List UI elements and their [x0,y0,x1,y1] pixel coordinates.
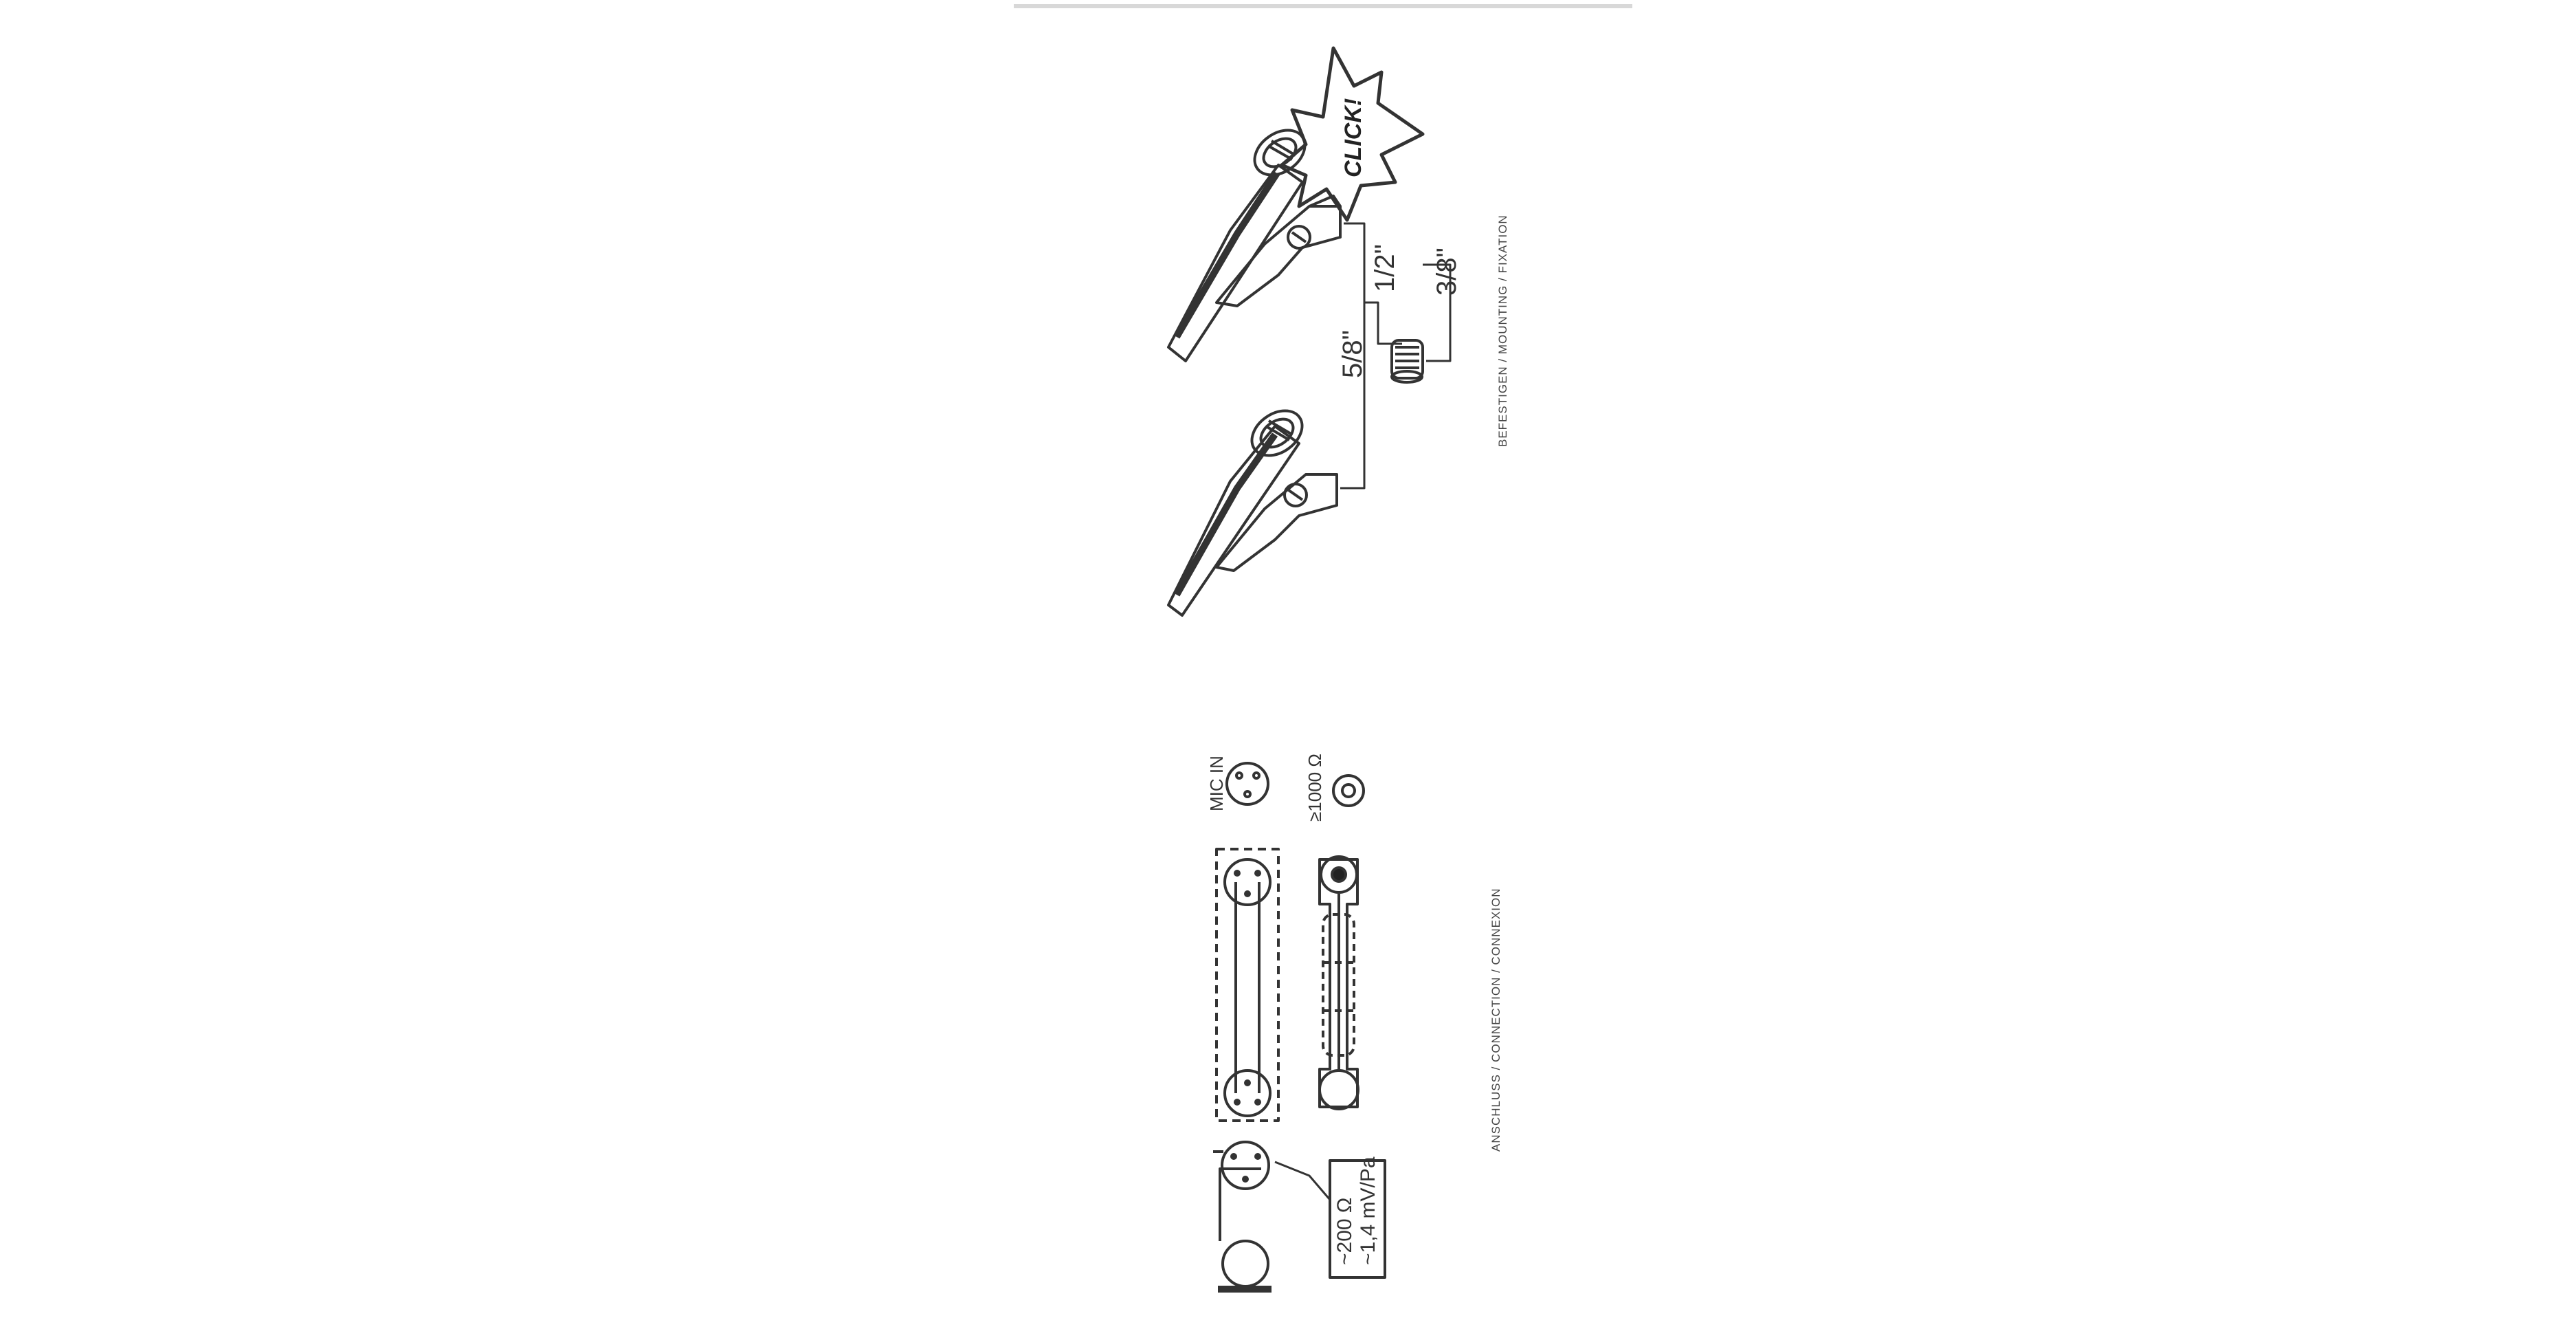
thread-medium-label: 1/2" [1370,244,1400,292]
microphone-capsule-icon [1218,1169,1272,1289]
unbalanced-cable-icon [1320,857,1358,1109]
thread-small-label: 3/8" [1432,248,1462,296]
load-impedance-label: ≥1000 Ω [1304,754,1325,822]
impedance-label: ~200 Ω [1333,1197,1356,1265]
click-label: CLICK! [1340,98,1366,177]
thread-large-label: 5/8" [1337,330,1368,378]
mic-in-label: MIC IN [1206,756,1227,811]
connection-caption: ANSCHLUSS / CONNECTION / CONNEXION [1489,888,1502,1152]
microphone-clip-lower-icon [1168,402,1337,615]
thread-adapter-icon [1392,340,1423,382]
jack-input-socket-icon [1333,776,1364,806]
sensitivity-label: ~1,4 mV/Pa [1357,1156,1379,1265]
xlr-male-plug-icon [1213,1142,1269,1189]
mounting-caption: BEFESTIGEN / MOUNTING / FIXATION [1496,215,1509,447]
microphone-clip-upper-icon [1168,121,1340,361]
xlr-mic-in-socket-icon [1227,763,1268,804]
balanced-cable-icon [1217,849,1278,1121]
